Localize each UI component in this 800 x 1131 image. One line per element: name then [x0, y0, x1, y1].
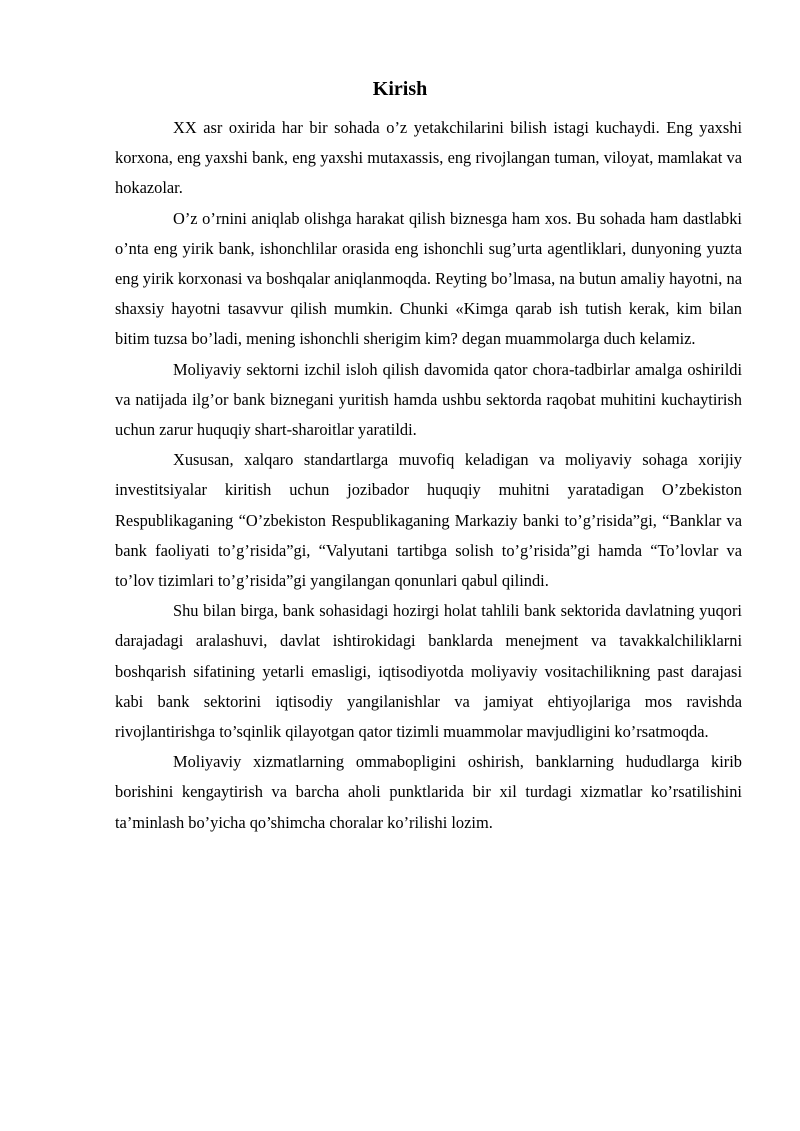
- page-title: Kirish: [372, 78, 428, 100]
- paragraph: Moliyaviy sektorni izchil isloh qilish davomida qator chora-tadbirlar amalga oshirildi va natijada ilg’or bank biznegani yuritish hamda ushbu sektorda raqobat muhitini kuchaytirish uchun zarur huquqiy shart-sharoitlar yaratildi.: [115, 359, 742, 440]
- document-body: [115, 113, 742, 838]
- paragraph: Moliyaviy xizmatlarning ommabopligini oshirish, banklarning hududlarga kirib borishini kengaytirish va barcha aholi punktlarida bir xil turdagi xizmatlar ko’rsatilishini ta’minlash bo’yicha qo’shimcha choralar ko’rilishi lozim.: [115, 752, 742, 832]
- paragraph: O’z o’rnini aniqlab olishga harakat qilish biznesga ham xos. Bu sohada ham dastlabki o’nta eng yirik bank, ishonchlilar orasida eng ishonchli sug’urta agentliklari, dunyoning yuzta eng yirik korxonasi va boshqalar aniqlanmoqda. Reyting bo’lmasa, na butun amaliy hayotni, na shaxsiy hayotni tasavvur qilish mumkin. Chunki «Kimga qarab ish tutish kerak, kim bilan bitim tuzsa bo’ladi, mening ishonchli sherigim kim? degan muammolarga duch kelamiz.: [115, 208, 742, 349]
- paragraph: Shu bilan birga, bank sohasidagi hozirgi holat tahlili bank sektorida davlatning yuqori darajadagi aralashuvi, davlat ishtirokidagi banklarda menejment va tavakkalchiliklarni boshqarish sifatining yetarli emasligi, iqtisodiyotda moliyaviy vositachilikning past darajasi kabi bank sektorini iqtisodiy yangilanishlar va jamiyat ehtiyojlariga mos ravishda rivojlantirishga to’sqinlik qilayotgan qator tizimli muammolar mavjudligini ko’rsatmoqda.: [115, 601, 742, 742]
- paragraph: XX asr oxirida har bir sohada o’z yetakchilarini bilish istagi kuchaydi. Eng yaxshi korxona, eng yaxshi bank, eng yaxshi mutaxassis, eng rivojlangan tuman, viloyat, mamlakat va hokazolar.: [115, 118, 742, 198]
- paragraph: Xususan, xalqaro standartlarga muvofiq keladigan va moliyaviy sohaga xorijiy investitsiyalar kiritish uchun jozibador huquqiy muhitni yaratadigan O’zbekiston Respublikaganing “O’zbekiston Respublikaganing Markaziy banki to’g’risida”gi, “Banklar va bank faoliyati to’g’risida”gi, “Valyutani tartibga solish to’g’risida”gi hamda “To’lovlar va to’lov tizimlari to’g’risida”gi yangilangan qonunlari qabul qilindi.: [115, 450, 742, 591]
